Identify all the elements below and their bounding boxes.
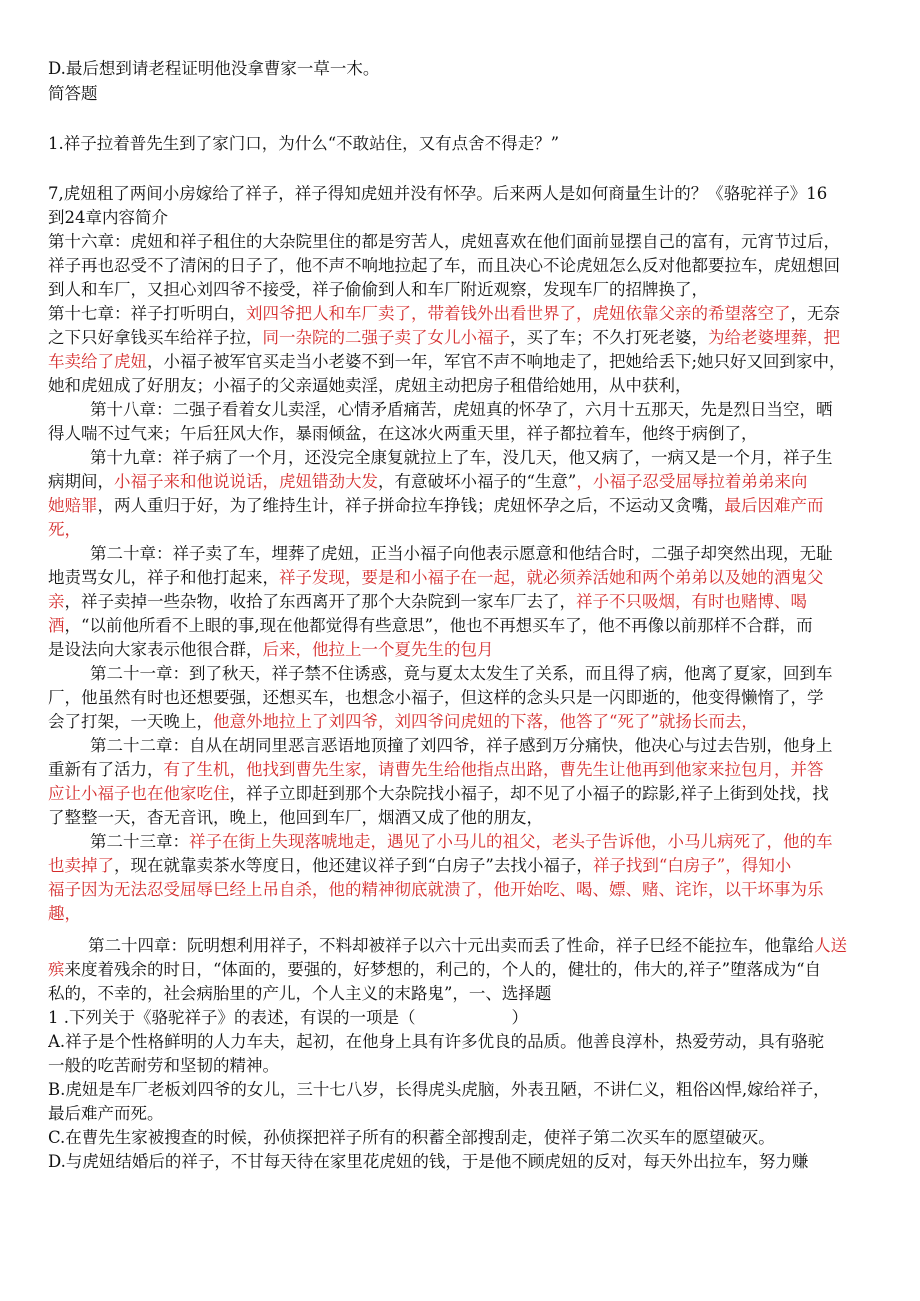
chapter-17-line: 第十七章：祥子打听明白，刘四爷把人和车厂卖了，带着钱外出看世界了，虎妞依靠父亲的希望落空了，无奈 [48,304,840,323]
option-b-line: B.虎妞是车厂老板刘四爷的女儿，三十七八岁，长得虎头虎脑，外表丑陋，不讲仁义，粗俗凶悍,嫁给祥子， [48,1080,830,1099]
chapter-22-line: 应让小福子也在他家吃住，祥子立即赶到那个大杂院找小福子，却不见了小福子的踪影,祥子上街到处找，找 [48,784,829,803]
chapter-22-line: 重新有了活力，有了生机，他找到曹先生家，请曹先生给他指点出路，曹先生让他再到他家来拉包月，并答 [48,760,824,779]
chapter-21-line: 第二十一章：到了秋天，祥子禁不住诱惑，竟与夏太太发生了关系，而且得了病，他离了夏家，回到车 [90,664,833,683]
choice-question-1: 1 .下列关于《骆驼祥子》的表述，有误的一项是（ ） [48,1008,528,1027]
chapter-22-line: 第二十二章：自从在胡同里恶言恶语地顶撞了刘四爷，祥子感到万分痛快，他决心与过去告别，他身上 [90,736,833,755]
chapter-21-line: 厂，他虽然有时也还想要强，还想买车，也想念小福子，但这样的念头只是一闪即逝的，他变得懒惰了，学 [48,688,824,707]
highlight-text: 死， [48,520,81,539]
question-1-line: 1.祥子拉着普先生到了家门口，为什么“不敢站住，又有点舍不得走？” [48,134,560,153]
highlight-text: 车卖给了虎妞 [48,352,147,371]
highlight-text: 人送 [814,936,847,955]
chapter-24-line: 私的，不幸的，社会病胎里的产儿，个人主义的末路鬼”，一、选择题 [48,984,552,1003]
highlight-text: 福子因为无法忍受屈辱巳经上吊自杀，他的精神彻底就溃了，他开始吃、喝、嫖、赌、诧诈，以干坏事为乐 [48,880,824,899]
highlight-text: 祥子发现，要是和小福子在一起，就必须养活她和两个弟弟以及她的酒鬼父 [279,568,824,587]
highlight-text: 他意外地拉上了刘四爷，刘四爷问虎妞的下落，他答了“死了”就扬长而去， [213,712,758,731]
question-7-line: 7,虎妞租了两间小房嫁给了祥子，祥子得知虎妞并没有怀孕。后来两人是如何商量生计的？《骆驼祥子》16 [48,184,828,203]
chapter-19-line: 病期间，小福子来和他说说话，虎妞错劲大发，有意破坏小福子的“生意”，小福子忍受屈辱拉着弟弟来向 [48,472,808,491]
highlight-text: 最后因难产而 [724,496,824,515]
chapter-22-line: 了整整一天，杳无音讯，晚上，他回到车厂，烟酒又成了他的朋友， [48,808,543,827]
highlight-text: 祥子找到“白房子”，得知小 [592,856,792,875]
chapter-17-line: 她和虎妞成了好朋友；小福子的父亲逼她卖淫，虎妞主动把房子租借给她用，从中获利， [48,376,692,395]
chapter-24-line: 殡来度着残余的时日，“体面的，要强的，好梦想的，利己的，个人的，健壮的，伟大的,祥子”堕落成为“自 [48,960,822,979]
highlight-text: 应让小福子也在他家吃住 [48,784,230,803]
option-d-line: D.最后想到请老程证明他没拿曹家一草一木。 [48,59,380,78]
chapter-19-line: 她赔罪，两人重归于好，为了维持生计，祥子拼命拉车挣钱；虎妞怀孕之后，不运动又贪嘴，最后因难产而 [48,496,824,515]
chapter-18-line: 第十八章：二强子看着女儿卖淫，心情矛盾痛苦，虎妞真的怀孕了，六月十五那天，先是烈日当空，晒 [90,400,833,419]
chapter-23-line [48,878,884,902]
highlight-text: 祥子在街上失现落唬地走，遇见了小马儿的祖父，老头子告诉他，小马儿病死了，他的车 [189,832,833,851]
chapter-17-line: 车卖给了虎妞，小福子被军官买走当小老婆不到一年，军官不声不响地走了，把她给丢下;她只好又回到家中， [48,352,846,371]
highlight-text: 小福子来和他说说话，虎妞错劲大发 [114,472,378,491]
option-a-line: 一般的吃苦耐劳和坚韧的精神。 [48,1056,279,1075]
highlight-text: 刘四爷把人和车厂卖了，带着钱外出看世界了，虎妞依靠父亲的希望落空了 [246,304,791,323]
chapter-16-line: 到人和车厂，又担心刘四爷不接受，祥子偷偷到人和车厂附近观察，发现车厂的招牌换了， [48,280,708,299]
highlight-text: ，小福子忍受屈辱拉着弟弟来向 [576,472,808,491]
chapter-23-line: 第二十三章：祥子在街上失现落唬地走，遇见了小马儿的祖父，老头子告诉他，小马儿病死了，他的车 [90,832,833,851]
chapter-20-line: 地责骂女儿，祥子和他打起来，祥子发现，要是和小福子在一起，就必须养活她和两个弟弟以及她的酒鬼父 [48,568,824,587]
highlight-text: 也卖掉了 [48,856,114,875]
highlight-text: 后来，他拉上一个夏先生的包月 [262,640,494,659]
highlight-text: 祥子不只吸烟，有时也赌博、喝 [576,592,807,611]
chapter-20-line: 是设法向大家表示他很合群，后来，他拉上一个夏先生的包月 [48,640,494,659]
chapter-19-line [48,518,884,542]
option-a-line: A.祥子是个性格鲜明的人力车夫，起初，在他身上具有许多优良的品质。他善良淳朴，热爱劳动，具有骆驼 [48,1032,825,1051]
chapter-16-line: 祥子再也忍受不了清闲的日子了，他不声不响地拉起了车，而且决心不论虎妞怎么反对他都要拉车，虎妞想回 [48,256,840,275]
chapter-16-line: 第十六章：虎妞和祥子租住的大杂院里住的都是穷苦人，虎妞喜欢在他们面前显摆自己的富有，元宵节过后， [48,232,840,251]
highlight-text: 亲 [48,592,65,611]
chapter-21-line: 会了打架，一天晚上，他意外地拉上了刘四爷，刘四爷问虎妞的下落，他答了“死了”就扬长而去， [48,712,758,731]
highlight-text: 为给老婆埋葬，把 [708,328,840,347]
chapter-20-line: 酒，“以前他所看不上眼的事,现在他都觉得有些意思”，他也不再想买车了，他不再像以前那样不合群，而 [48,616,813,635]
chapter-23-line: 也卖掉了，现在就靠卖茶水等度日，他还建议祥子到“白房子”去找小福子，祥子找到“白房子”，得知小 [48,856,792,875]
option-b-line: 最后难产而死。 [48,1104,164,1123]
chapter-24-line: 第二十四章：阮明想利用祥子，不料却被祥子以六十元出卖而丢了性命，祥子巳经不能拉车，他靠给人送 [88,936,847,955]
chapter-17-line: 之下只好拿钱买车给祥子拉，同一杂院的二强子卖了女儿小福子，买了车；不久打死老婆，为给老婆埋葬，把 [48,328,840,347]
option-c-line: C.在曹先生家被搜查的时候，孙侦探把祥子所有的积蓄全部搜刮走，使祥子第二次买车的愿望破灭。 [48,1128,775,1147]
highlight-text: 趣， [48,904,81,923]
highlight-text: 她赔罪 [48,496,98,515]
option-d-line: D.与虎妞结婚后的祥子，不甘每天待在家里花虎妞的钱，于是他不顾虎妞的反对，每天外出拉车，努力赚 [48,1152,809,1171]
highlight-text: 有了生机，他找到曹先生家，请曹先生给他指点出路，曹先生让他再到他家来拉包月，并答 [163,760,824,779]
question-7-line: 到24章内容简介 [48,208,168,227]
chapter-23-line [48,902,884,926]
chapter-20-line: 第二十章：祥子卖了车，埋葬了虎妞，正当小福子向他表示愿意和他结合时，二强子却突然出现，无耻 [90,544,833,563]
chapter-18-line: 得人喘不过气来；午后狂风大作，暴雨倾盆，在这冰火两重天里，祥子都拉着车，他终于病倒了， [48,424,758,443]
chapter-20-line: 亲，祥子卖掉一些杂物，收拾了东西离开了那个大杂院到一家车厂去了，祥子不只吸烟，有时也赌博、喝 [48,592,807,611]
chapter-19-line: 第十九章：祥子病了一个月，还没完全康复就拉上了车，没几天，他又病了，一病又是一个月，祥子生 [90,448,833,467]
section-heading-short-answer: 简答题 [48,84,98,103]
highlight-text: 酒 [48,616,65,635]
highlight-text: 殡 [48,960,65,979]
highlight-text: 同一杂院的二强子卖了女儿小福子 [262,328,510,347]
